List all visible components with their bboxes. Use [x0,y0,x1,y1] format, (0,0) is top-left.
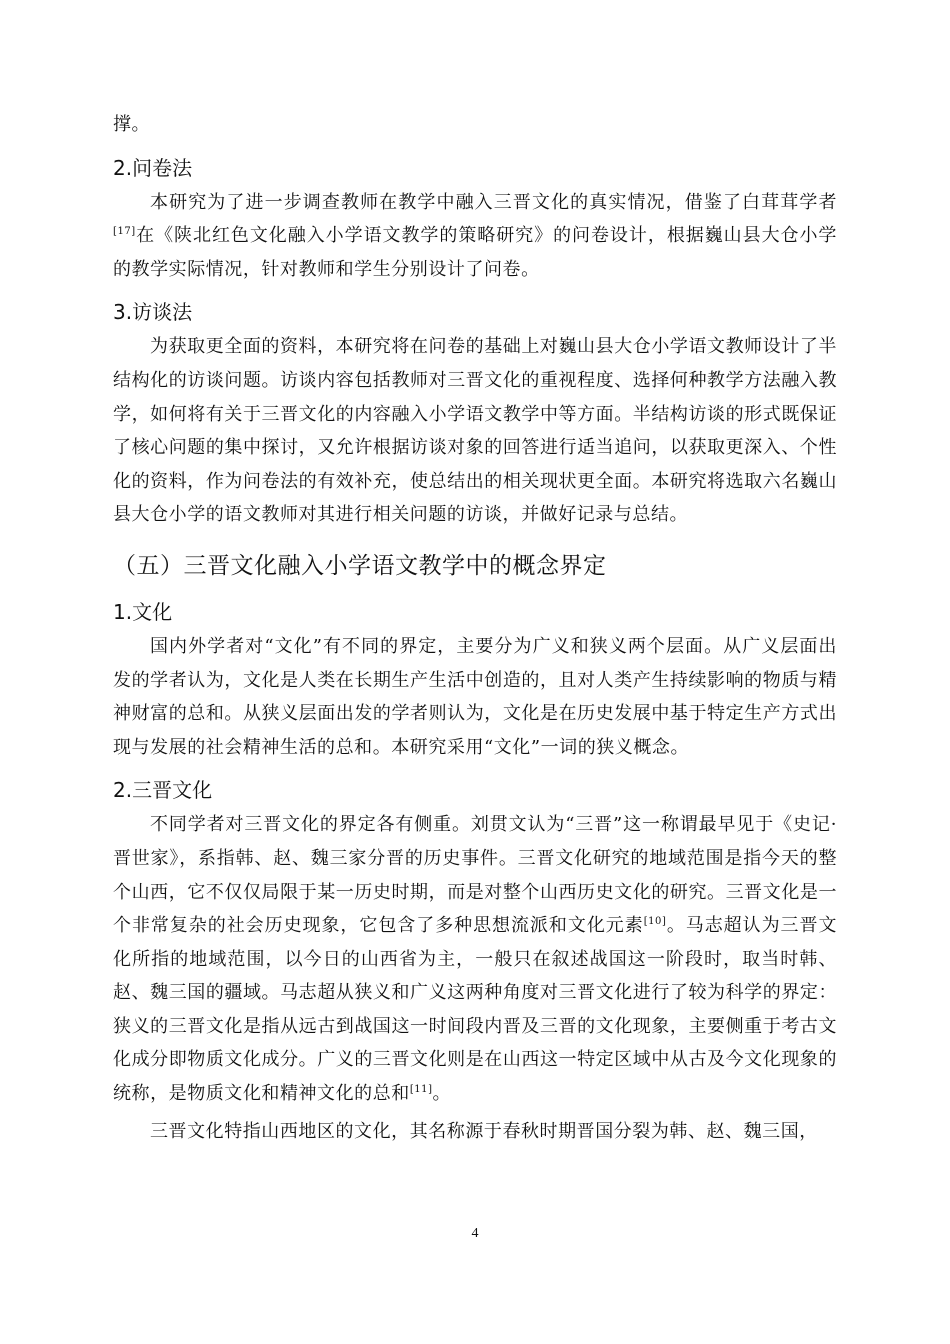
paragraph-questionnaire [113,186,837,287]
paragraph-sanjin-text-a: 不同学者对三晋文化的界定各有侧重。刘贯文认为“三晋”这一称谓最早见于《史记·晋世家》，系指韩、赵、魏三家分晋的历史事件。三晋文化研究的地域范围是指今天的整个山西，它不仅仅局限于某一历史时期，而是对整个山西历史文化的研究。三晋文化是一个非常复杂的社会历史现象，它包含了多种思想流派和文化元素 [113,814,837,937]
paragraph-questionnaire-text-b: 在《陕北红色文化融入小学语文教学的策略研究》的问卷设计，根据巍山县大仓小学的教学实际情况，针对教师和学生分别设计了问卷。 [113,225,837,280]
citation-10: [10] [643,916,667,928]
heading-questionnaire-method: 2.问卷法 [113,155,193,180]
paragraph-sanjin-text-c: 。 [432,1083,452,1105]
page-body [113,108,837,1148]
paragraph-interview: 为获取更全面的资料，本研究将在问卷的基础上对巍山县大仓小学语文教师设计了半结构化的访谈问题。访谈内容包括教师对三晋文化的重视程度、选择何种教学方法融入教学，如何将有关于三晋文化的内容融入小学语文教学中等方面。半结构访谈的形式既保证了核心问题的集中探讨，又允许根据访谈对象的回答进行适当追问，以获取更深入、个性化的资料，作为问卷法的有效补充，使总结出的相关现状更全面。本研究将选取六名巍山县大仓小学的语文教师对其进行相关问题的访谈，并做好记录与总结。 [113,336,837,526]
heading-interview-method: 3.访谈法 [113,300,193,325]
citation-11: [11] [409,1084,433,1096]
paragraph-questionnaire-text-a: 本研究为了进一步调查教师在教学中融入三晋文化的真实情况，借鉴了白茸茸学者 [150,191,837,213]
paragraph-culture: 国内外学者对“文化”有不同的界定，主要分为广义和狭义两个层面。从广义层面出发的学者认为，文化是人类在长期生产生活中创造的，且对人类产生持续影响的物质与精神财富的总和。从狭义层面出发的学者则认为，文化是在历史发展中基于特定生产方式出现与发展的社会精神生活的总和。本研究采用“文化”一词的狭义概念。 [113,635,837,758]
page-number: 4 [471,1226,479,1241]
heading-sanjin-culture: 2.三晋文化 [113,778,213,803]
section-heading-5: （五）三晋文化融入小学语文教学中的概念界定 [113,552,607,579]
paragraph-sanjin-text-b: 。马志超认为三晋文化所指的地域范围，以今日的山西省为主，一般只在叙述战国这一阶段时，取当时韩、赵、魏三国的疆域。马志超从狭义和广义这两种角度对三晋文化进行了较为科学的界定：狭义的三晋文化是指从远古到战国这一时间段内晋及三晋的文化现象，主要侧重于考古文化成分即物质文化成分。广义的三晋文化则是在山西这一特定区域中从古及今文化现象的统称，是物质文化和精神文化的总和 [113,915,837,1105]
citation-17: [17] [113,226,136,238]
paragraph-fragment: 撑。 [113,114,151,135]
paragraph-sanjin [113,808,837,1110]
paragraph-sanjin-continued: 三晋文化特指山西地区的文化，其名称源于春秋时期晋国分裂为韩、赵、魏三国， [150,1120,818,1142]
heading-culture: 1.文化 [113,599,173,624]
